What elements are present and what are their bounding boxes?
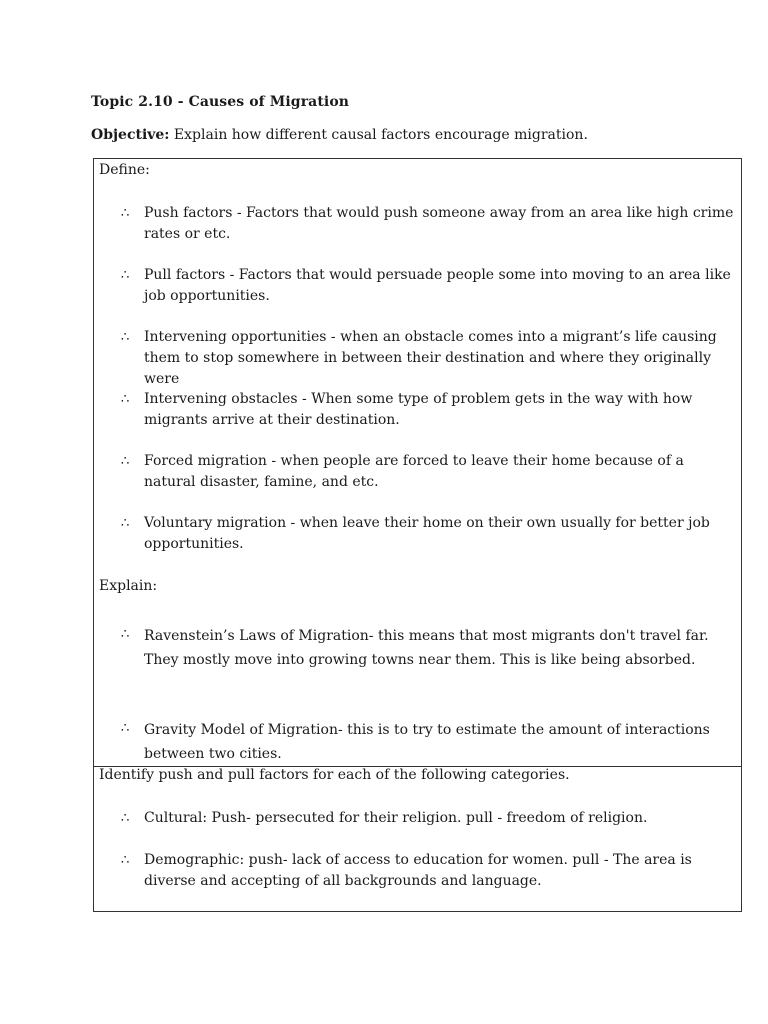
definitions-box [93,158,742,767]
explain-item-text: Ravenstein’s Laws of Migration- this means that most migrants don't travel far. They mostly move into growing towns near them. This is like being absorbed. [144,628,709,668]
objective-label: Objective: [91,127,170,143]
therefore-bullet-icon: ∴ [121,853,130,868]
therefore-bullet-icon: ∴ [121,454,130,469]
therefore-bullet-icon: ∴ [121,811,130,826]
therefore-bullet-icon: ∴ [121,330,130,345]
page-title: Topic 2.10 - Causes of Migration [91,94,350,110]
objective-text: Explain how different causal factors encourage migration. [169,127,588,143]
therefore-bullet-icon: ∴ [121,516,130,531]
push-pull-prompt: Identify push and pull factors for each of the following categories. [99,767,570,783]
therefore-bullet-icon: ∴ [121,206,130,221]
push-pull-item-text: Cultural: Push- persecuted for their religion. pull - freedom of religion. [144,810,648,826]
define-label: Define: [99,162,150,178]
therefore-bullet-icon: ∴ [121,627,130,642]
define-item-text: Forced migration - when people are forced to leave their home because of a natural disaster, famine, and etc. [144,453,684,490]
push-pull-box [93,766,742,912]
explain-label: Explain: [99,578,158,594]
define-item-text: Push factors - Factors that would push someone away from an area like high crime rates or etc. [144,205,734,242]
define-item-text: Voluntary migration - when leave their home on their own usually for better job opportunities. [144,515,710,552]
define-item-text: Intervening opportunities - when an obstacle comes into a migrant’s life causing them to stop somewhere in between their destination and where they originally were [144,329,717,387]
therefore-bullet-icon: ∴ [121,268,130,283]
define-item-text: Intervening obstacles - When some type of problem gets in the way with how migrants arrive at their destination. [144,391,693,428]
therefore-bullet-icon: ∴ [121,392,130,407]
objective-line [91,127,588,143]
push-pull-item-text: Demographic: push- lack of access to education for women. pull - The area is diverse and accepting of all backgrounds and language. [144,852,692,889]
therefore-bullet-icon: ∴ [121,721,130,736]
define-item-text: Pull factors - Factors that would persuade people some into moving to an area like job opportunities. [144,267,731,304]
explain-item-text: Gravity Model of Migration- this is to try to estimate the amount of interactions between two cities. [144,722,710,762]
